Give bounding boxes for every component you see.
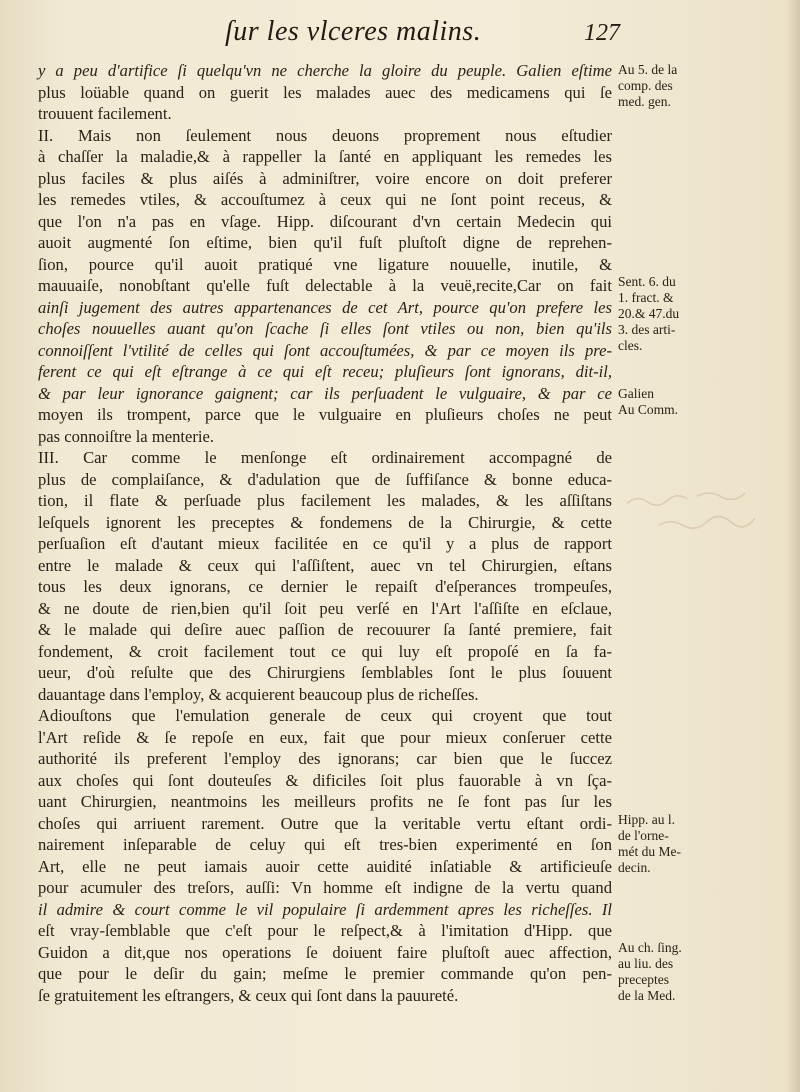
- margin-note-line: med. gen.: [618, 94, 671, 109]
- text-line: Guidon a dit,que nos operations ſe doiuent faire pluſtoſt auec affection,: [38, 942, 612, 962]
- text-line: que pour le deſir du gain; meſme le premier commande qu'on pen-: [38, 964, 612, 983]
- margin-note-line: decin.: [618, 860, 651, 875]
- text-line: plus faciles & plus aiſés à adminiſtrer, voire encore on doit preferer: [38, 168, 612, 188]
- text-line: l'Art reſide & ſe repoſe en eux, fait que pour mieux conſeruer cette: [38, 727, 612, 747]
- text-line: entre le malade & ceux qui l'aſſiſtent, auec vn tel Chirurgien, eſtans: [38, 555, 612, 575]
- text-line: pas connoiſtre la menterie.: [38, 426, 215, 446]
- margin-note: [618, 62, 712, 110]
- text-line: & ne doute de rien,bien qu'il ſoit peu verſé en l'Art l'aſſiſte en eſclaue,: [38, 598, 612, 618]
- text-line: & par leur ignorance gaignent; car ils perſuadent le vulguaire, & par ce: [38, 383, 612, 403]
- margin-note-line: 20.& 47.du: [618, 306, 680, 321]
- running-title: ſur les vlceres malins.: [225, 16, 482, 47]
- text-line: pour acumuler des treſors, auſſi: Vn homme eſt indigne de la vertu quand: [38, 878, 612, 897]
- margin-note-line: 1. fract. &: [618, 290, 674, 305]
- margin-note-line: preceptes: [618, 972, 669, 987]
- text-line: III. Car comme le menſonge eſt ordinairement accompagné de: [38, 448, 612, 467]
- text-line: connoiſſent l'vtilité de celles qui ſont accouſtumées, & par ce moyen ils pre-: [38, 340, 612, 360]
- margin-note-line: de l'orne-: [618, 828, 669, 843]
- margin-note-line: comp. des: [618, 78, 673, 93]
- bleed-through-ink: [616, 472, 790, 544]
- margin-note-line: Au 5. de la: [618, 62, 678, 77]
- margin-note-line: 3. des arti-: [618, 322, 676, 337]
- margin-note: [618, 386, 712, 418]
- text-line: tion, il flate & perſuade plus facilement les malades, & les aſſiſtans: [38, 491, 612, 510]
- margin-note-line: de la Med.: [618, 988, 676, 1003]
- page-edge-shadow: [786, 0, 800, 1092]
- text-line: dauantage dans l'employ, & acquierent beaucoup plus de richeſſes.: [38, 684, 479, 704]
- margin-note-line: Hipp. au l.: [618, 812, 675, 827]
- margin-note-line: Galien: [618, 386, 654, 401]
- text-line: ferent ce qui eſt eſtrange à ce qui eſt receu; pluſieurs ſont ignorans, dit-il,: [38, 362, 612, 381]
- text-line: nairement inſeparable de celuy qui eſt tres-bien experimenté en ſon: [38, 835, 612, 854]
- text-line: Adiouſtons que l'emulation generale de ceux qui croyent que tout: [38, 706, 612, 725]
- text-line: plus de complaiſance, & d'adulation que de ſuffiſance & bonne educa-: [38, 469, 612, 489]
- text-line: que l'on n'a pas en vſage. Hipp. diſcourant d'vn certain Medecin qui: [38, 211, 612, 231]
- text-line: plus loüable quand on guerit les malades auec des medicamens qui ſe: [38, 82, 612, 102]
- text-line: ueur, d'où reſulte que des Chirurgiens ſemblables ſont le plus ſouuent: [38, 663, 612, 682]
- main-text-column: [38, 60, 612, 1006]
- margin-note-line: au liu. des: [618, 956, 674, 971]
- text-line: perſuaſion eſt d'autant mieux facilitée en ce qu'il y a plus de rapport: [38, 534, 612, 553]
- margin-note-line: Au ch. ſing.: [618, 940, 682, 955]
- text-line: mauuaiſe, nonobſtant qu'elle fuſt delectable à la veuë,recite,Car on fait: [38, 276, 612, 295]
- text-line: & le malade qui deſire auec paſſion de recouurer ſa ſanté premiere, fait: [38, 620, 612, 639]
- text-line: moyen ils trompent, parce que le vulguaire en pluſieurs choſes ne peut: [38, 405, 612, 424]
- margin-note-line: Sent. 6. du: [618, 274, 676, 289]
- margin-note: [618, 940, 712, 1004]
- text-line: eſt vray-ſemblable que c'eſt pour le reſpect,& à l'imitation d'Hipp. que: [38, 921, 612, 940]
- text-line: ainſi jugement des autres appartenances de cet Art, pource qu'on prefere les: [38, 297, 612, 317]
- text-line: trouuent facilement.: [38, 104, 172, 123]
- margin-note: [618, 274, 712, 354]
- text-line: à chaſſer la maladie,& à rappeller la ſanté en appliquant les remedes les: [38, 147, 612, 166]
- text-line: Art, elle ne peut iamais auoir cette auidité inſatiable & artificieuſe: [38, 856, 612, 876]
- margin-note: [618, 812, 712, 876]
- text-line: y a peu d'artifice ſi quelqu'vn ne cherche la gloire du peuple. Galien eſtime: [38, 61, 612, 80]
- page-number: 127: [584, 20, 620, 46]
- text-line: tous les deux ignorans, ce dernier le repaiſt d'eſperances trompeuſes,: [38, 577, 612, 596]
- page-header: [60, 14, 620, 52]
- text-line: choſes qui arriuent rarement. Outre que la veritable vertu eſtant ordi-: [38, 813, 612, 833]
- text-line: ſe gratuitement les eſtrangers, & ceux qui ſont dans la pauureté.: [38, 985, 459, 1005]
- margin-note-line: cles.: [618, 338, 643, 353]
- text-line: uant Chirurgien, neantmoins les meilleurs profits ne ſe font pas ſur les: [38, 792, 612, 811]
- text-line: II. Mais non ſeulement nous deuons proprement nous eſtudier: [38, 125, 612, 145]
- margin-note-line: Au Comm.: [618, 402, 679, 417]
- text-line: les remedes vtiles, & accouſtumez à ceux qui ne ſont point receus, &: [38, 190, 612, 209]
- text-line: aux choſes qui ſont douteuſes & dificiles ſoit plus fauorable à vn ſça-: [38, 770, 612, 790]
- text-line: il admire & court comme le vil populaire ſi ardemment apres les richeſſes. Il: [38, 899, 612, 919]
- margin-note-line: mét du Me-: [618, 844, 681, 859]
- text-line: authorité ils preferent l'employ des ignorans; car bien que le ſuccez: [38, 749, 612, 768]
- text-line: choſes nouuelles auant qu'on ſcache ſi elles ſont vtiles ou non, bien qu'ils: [38, 319, 612, 338]
- text-line: auoit augmenté ſon eſtime, bien qu'il fuſt pluſtoſt digne de reprehen-: [38, 233, 612, 252]
- text-line: ſion, pource qu'il auoit pratiqué vne ligature nouuelle, inutile, &: [38, 254, 612, 274]
- text-line: leſquels ignorent les preceptes & fondemens de la Chirurgie, & cette: [38, 512, 612, 532]
- text-line: fondement, & croit facilement tout ce qui luy eſt propoſé en ſa fa-: [38, 641, 612, 661]
